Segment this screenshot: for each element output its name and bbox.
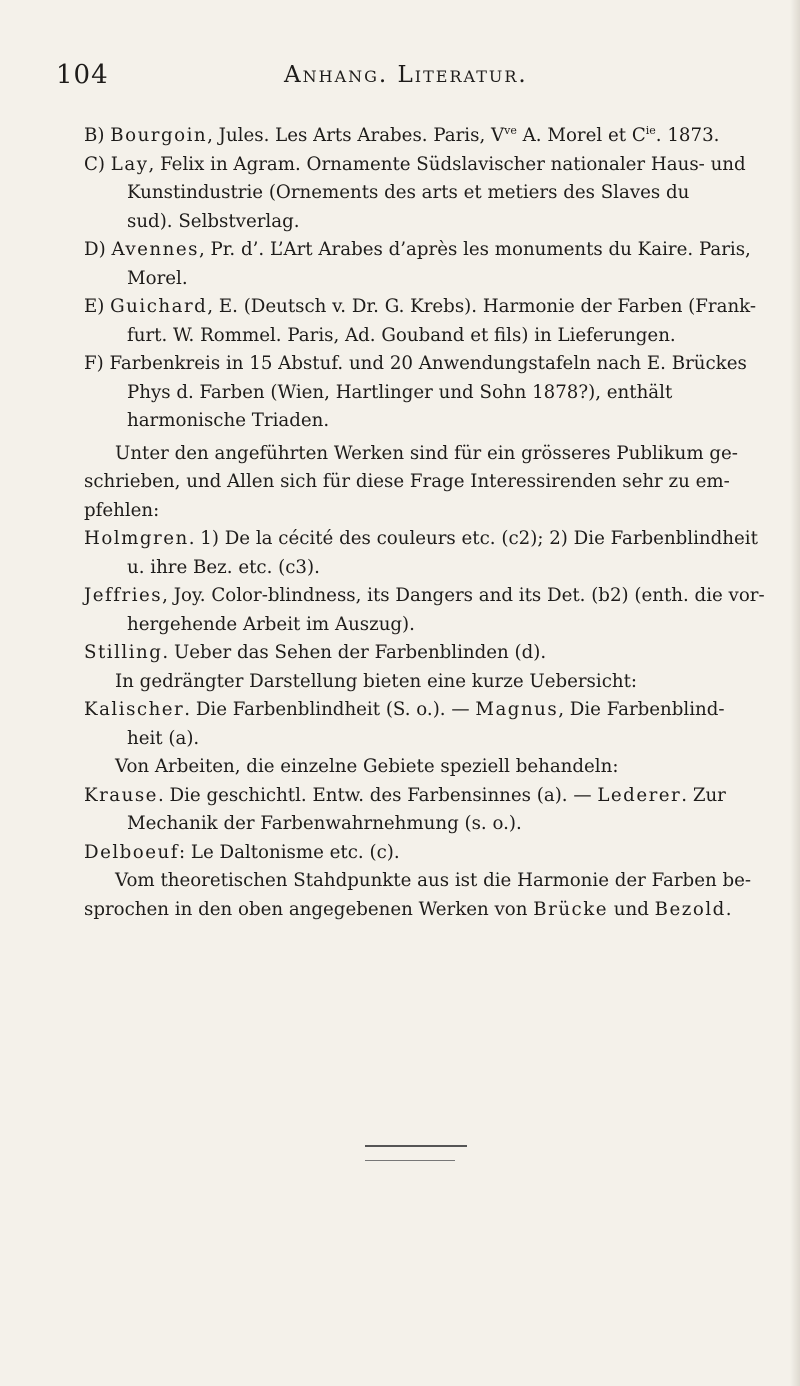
paragraph-1-line-3: pfehlen: — [84, 499, 160, 521]
running-title: Anhang. Literatur. — [284, 62, 528, 88]
ref-krause-line-2: Mechanik der Farbenwahrnehmung (s. o.). — [127, 813, 522, 834]
ref-krause-text: . Die geschichtl. Entw. des Farbensinnes (a). — — [157, 784, 598, 806]
paragraph-1-line-2: schrieben, und Allen sich für diese Frage Interessirenden sehr zu em- — [84, 471, 730, 492]
ref-kalischer-line-2: heit (a). — [127, 727, 200, 749]
ref-lederer-author: Lederer — [597, 784, 682, 806]
paragraph-2-line-1: In gedrängter Darstellung bieten eine kurze Uebersicht: — [115, 670, 638, 692]
paragraph-4-text-end: . — [725, 898, 732, 920]
entry-e-text: , E. (Deutsch v. Dr. G. Krebs). Harmonie der Farben (Frank- — [207, 296, 756, 317]
ref-delboeuf-author: Delboeuf — [84, 841, 179, 863]
ref-stilling-author: Stilling — [84, 642, 163, 663]
entry-b-text-end: . 1873. — [655, 125, 720, 146]
entry-f-line-2: Phys d. Farben (Wien, Hartlinger und Sohn 1878?), enthält — [127, 381, 673, 403]
ref-krause-line-1 — [84, 782, 764, 811]
page-body — [84, 122, 764, 924]
ref-krause-author: Krause — [84, 784, 158, 806]
ref-jeffries-line-1 — [84, 582, 764, 611]
paragraph-4-text-and: und — [608, 898, 655, 920]
paragraph-3-line-1: Von Arbeiten, die einzelne Gebiete speziell behandeln: — [115, 756, 619, 777]
entry-e-prefix: E) — [84, 296, 111, 317]
entry-e-line-1 — [84, 293, 764, 322]
ref-jeffries-author: Jeffries — [84, 585, 163, 606]
end-rule-secondary — [365, 1160, 455, 1161]
entry-b-line-1 — [84, 122, 764, 151]
entry-c-line-2: Kunstindustrie (Ornements des arts et metiers des Slaves du — [127, 182, 690, 203]
paragraph-4-text: sprochen in den oben angegebenen Werken von — [84, 898, 534, 920]
ref-kalischer-line-1 — [84, 696, 764, 725]
entry-b-sup-1: ve — [504, 123, 517, 137]
paragraph-4-author-bezold: Bezold — [654, 898, 726, 920]
ref-holmgren-line-2: u. ihre Bez. etc. (c3). — [127, 556, 320, 578]
entry-b-text-mid: A. Morel et C — [516, 125, 646, 146]
entry-c-author: Lay — [110, 153, 149, 175]
ref-kalischer-author: Kalischer — [84, 699, 185, 720]
end-rule — [365, 1145, 467, 1147]
entry-c-line-1 — [84, 151, 764, 180]
ref-magnus-author: Magnus — [475, 699, 559, 720]
page-number: 104 — [56, 60, 109, 90]
entry-f-prefix: F) — [84, 353, 110, 374]
ref-lederer-text: . Zur — [681, 784, 726, 806]
entry-b-author: Bourgoin — [110, 125, 208, 146]
entry-c-prefix: C) — [84, 153, 111, 175]
entry-b-prefix: B) — [84, 125, 111, 146]
entry-c-text: , Felix in Agram. Ornamente Südslavischer nationaler Haus- und — [148, 153, 746, 175]
entry-b-text: , Jules. Les Arts Arabes. Paris, V — [207, 125, 505, 146]
entry-b-sup-2: ie — [645, 123, 656, 137]
ref-kalischer-text: . Die Farbenblindheit (S. o.). — — [184, 699, 476, 720]
entry-f-line-1 — [84, 350, 764, 379]
entry-d-text: , Pr. d’. L’Art Arabes d’après les monuments du Kaire. Paris, — [198, 239, 751, 260]
entry-e-line-2: furt. W. Rommel. Paris, Ad. Gouband et fils) in Lieferungen. — [127, 324, 676, 346]
ref-stilling-text: . Ueber das Sehen der Farbenblinden (d). — [162, 642, 547, 663]
ref-holmgren-author: Holmgren — [84, 528, 189, 549]
ref-magnus-text: , Die Farbenblind- — [558, 699, 725, 720]
page-header — [56, 60, 756, 100]
ref-delboeuf-line-1 — [84, 839, 764, 868]
ref-delboeuf-text: : Le Daltonisme etc. (c). — [178, 841, 400, 863]
ref-jeffries-line-2: hergehende Arbeit im Auszug). — [127, 613, 415, 635]
paragraph-1-line-1: Unter den angeführten Werken sind für ein grösseres Publikum ge- — [115, 442, 738, 464]
entry-f-text: Farbenkreis in 15 Abstuf. und 20 Anwendungstafeln nach E. Brückes — [109, 353, 747, 374]
page-edge-shadow — [790, 0, 800, 1386]
entry-f-line-3: harmonische Triaden. — [127, 410, 330, 431]
entry-c-line-3: sud). Selbstverlag. — [127, 210, 300, 232]
entry-e-author: Guichard — [110, 296, 208, 317]
entry-d-prefix: D) — [84, 239, 112, 260]
entry-d-line-1 — [84, 236, 764, 265]
ref-holmgren-text: . 1) De la cécité des couleurs etc. (c2); 2) Die Farbenblindheit — [188, 528, 758, 549]
paragraph-4-line-2 — [84, 896, 764, 925]
paragraph-4-author-bruecke: Brücke — [533, 898, 609, 920]
ref-holmgren-line-1 — [84, 525, 764, 554]
entry-d-line-2: Morel. — [127, 267, 188, 289]
paragraph-4-line-1: Vom theoretischen Stahdpunkte aus ist die Harmonie der Farben be- — [115, 870, 752, 891]
ref-stilling-line-1 — [84, 639, 764, 668]
ref-jeffries-text: , Joy. Color-blindness, its Dangers and its Det. (b2) (enth. die vor- — [162, 585, 765, 606]
entry-d-author: Avennes — [111, 239, 199, 260]
